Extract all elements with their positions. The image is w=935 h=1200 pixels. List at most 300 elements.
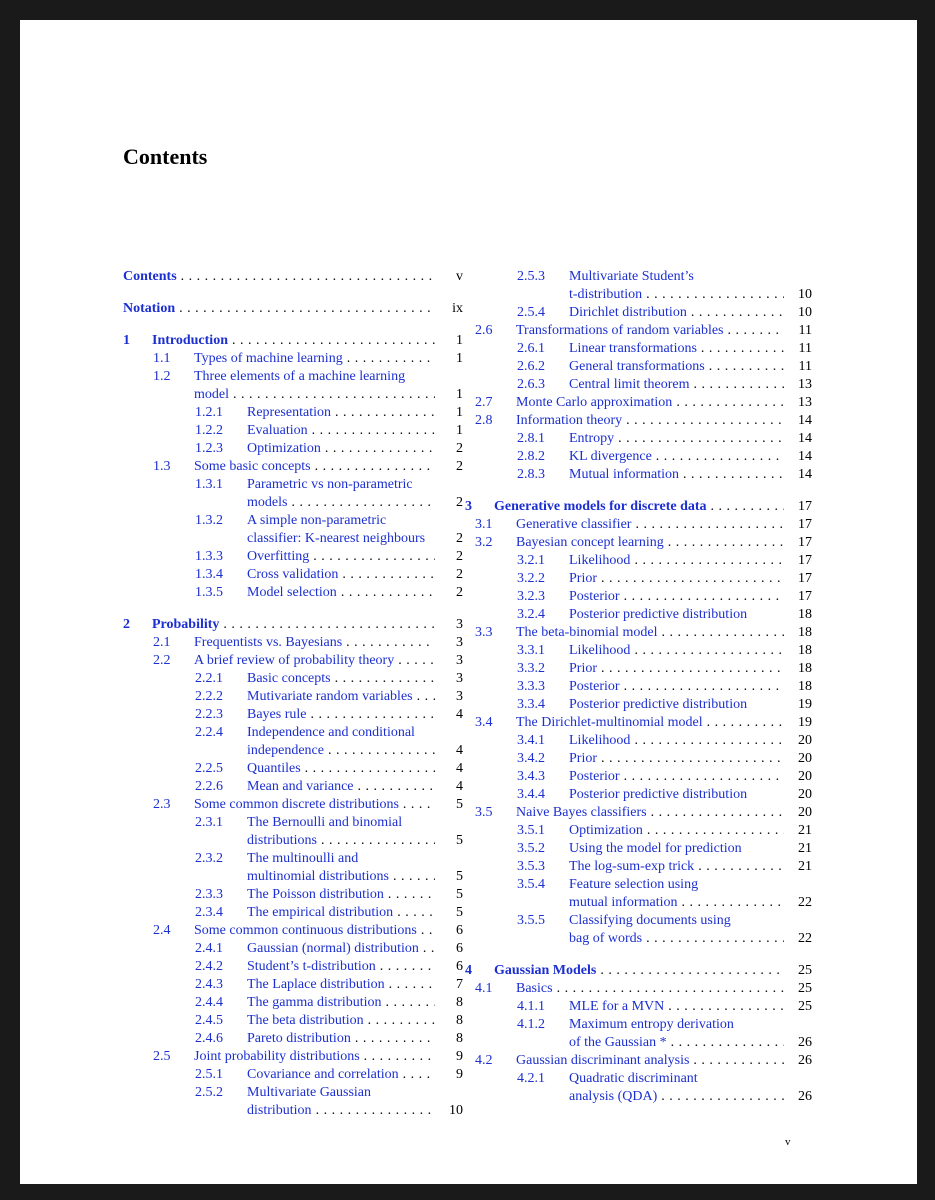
toc-entry-number: 2.8.2 <box>517 449 545 464</box>
toc-entry-number: 2.4.4 <box>195 995 223 1010</box>
toc-entry[interactable] <box>475 876 812 912</box>
toc-entry[interactable] <box>123 368 463 404</box>
toc-entry[interactable] <box>123 886 463 904</box>
toc-entry-page: 2 <box>456 495 463 510</box>
toc-entry-title: Transformations of random variables . . . <box>516 322 784 340</box>
toc-entry-number: 2.3 <box>153 797 171 812</box>
toc-entry-number: 4.2.1 <box>517 1071 545 1086</box>
toc-entry[interactable] <box>475 678 812 696</box>
toc-entry-title: A brief review of probability theory . . . <box>194 652 435 670</box>
toc-entry-number: 2.7 <box>475 395 493 410</box>
toc-entry-number: 3.5.2 <box>517 841 545 856</box>
toc-entry-title: t-distribution . . . <box>569 286 784 304</box>
toc-entry-title: Entropy . . . <box>569 430 784 448</box>
toc-entry-title: Likelihood . . . <box>569 552 784 570</box>
toc-entry-title: Covariance and correlation . . . <box>247 1066 435 1084</box>
toc-entry-number: 2.2.4 <box>195 725 223 740</box>
toc-entry-page: 20 <box>798 787 812 802</box>
toc-entry-page: 17 <box>798 553 812 568</box>
toc-entry-title: MLE for a MVN . . . <box>569 998 784 1016</box>
toc-entry[interactable] <box>123 904 463 922</box>
toc-entry[interactable] <box>475 412 812 430</box>
toc-entry-page: 3 <box>456 617 463 632</box>
toc-entry[interactable] <box>475 606 812 624</box>
toc-entry-page: 19 <box>798 697 812 712</box>
toc-entry-page: 10 <box>449 1103 463 1118</box>
toc-entry[interactable] <box>123 422 463 440</box>
toc-entry[interactable] <box>123 440 463 458</box>
toc-entry[interactable] <box>475 840 812 858</box>
toc-entry-title: Optimization . . . <box>569 822 784 840</box>
toc-entry-title: Likelihood . . . <box>569 732 784 750</box>
toc-entry-title: Some common continuous distributions . . . <box>194 922 435 940</box>
toc-entry-number: 3.5.1 <box>517 823 545 838</box>
toc-entry-page: 3 <box>456 653 463 668</box>
toc-entry-number: 3.3.1 <box>517 643 545 658</box>
toc-entry-title: models . . . <box>247 494 435 512</box>
toc-entry[interactable] <box>123 670 463 688</box>
toc-entry[interactable] <box>123 760 463 778</box>
toc-entry-title: Gaussian Models . . . <box>494 962 784 980</box>
toc-entry-page: 8 <box>456 995 463 1010</box>
toc-entry-number: 2.5.3 <box>517 269 545 284</box>
toc-entry-page: 18 <box>798 625 812 640</box>
toc-entry-page: 10 <box>798 287 812 302</box>
toc-entry[interactable] <box>475 322 812 340</box>
toc-entry-number: 2.2.2 <box>195 689 223 704</box>
toc-entry-number: 1.3.1 <box>195 477 223 492</box>
toc-entry-title-line1: Quadratic discriminant <box>569 1071 698 1086</box>
toc-entry[interactable] <box>475 588 812 606</box>
toc-entry-page: 14 <box>798 413 812 428</box>
toc-entry-number: 2.4.1 <box>195 941 223 956</box>
toc-entry[interactable] <box>123 458 463 476</box>
toc-entry-page: 2 <box>456 585 463 600</box>
toc-entry-page: 25 <box>798 963 812 978</box>
toc-entry-page: 18 <box>798 643 812 658</box>
toc-entry-title: Prior . . . <box>569 660 784 678</box>
toc-entry-title: The beta distribution . . . <box>247 1012 435 1030</box>
toc-entry-page: 13 <box>798 377 812 392</box>
toc-entry-page: 2 <box>456 567 463 582</box>
toc-entry-number: 2.4.5 <box>195 1013 223 1028</box>
toc-entry-page: 14 <box>798 449 812 464</box>
toc-entry-page: 5 <box>456 869 463 884</box>
toc-entry[interactable] <box>475 750 812 768</box>
toc-entry-page: 9 <box>456 1049 463 1064</box>
toc-entry-page: 14 <box>798 431 812 446</box>
toc-entry-title: Mutual information . . . <box>569 466 784 484</box>
toc-entry[interactable] <box>475 340 812 358</box>
toc-entry-title: distribution . . . <box>247 1102 435 1120</box>
toc-entry-page: 17 <box>798 517 812 532</box>
toc-entry[interactable] <box>123 850 463 886</box>
toc-entry-page: 21 <box>798 859 812 874</box>
toc-entry-title-line1: Multivariate Gaussian <box>247 1085 372 1100</box>
toc-entry-title: Frequentists vs. Bayesians . . . <box>194 634 435 652</box>
toc-entry-title-line1: The Bernoulli and binomial <box>247 815 403 830</box>
toc-entry-page: 26 <box>798 1035 812 1050</box>
toc-entry-number: 3.3.2 <box>517 661 545 676</box>
toc-entry-title: mutual information . . . <box>569 894 784 912</box>
toc-entry-title: Basic concepts . . . <box>247 670 435 688</box>
toc-entry[interactable] <box>123 922 463 940</box>
toc-entry-page: 11 <box>798 341 812 356</box>
toc-entry[interactable] <box>123 796 463 814</box>
toc-entry-page: 20 <box>798 769 812 784</box>
toc-entry[interactable] <box>475 448 812 466</box>
page-title: Contents <box>123 144 208 169</box>
toc-entry-number: 3.5.3 <box>517 859 545 874</box>
toc-entry-title: Overfitting . . . <box>247 548 435 566</box>
toc-entry-title: General transformations . . . <box>569 358 784 376</box>
toc-column-left <box>123 268 463 1120</box>
toc-entry-number: 2.4 <box>153 923 171 938</box>
toc-entry-number: 3.2.3 <box>517 589 545 604</box>
toc-entry-number: 2.6.3 <box>517 377 545 392</box>
toc-entry-page: 14 <box>798 467 812 482</box>
toc-entry-number: 2.3.2 <box>195 851 223 866</box>
toc-entry-number: 2.3.3 <box>195 887 223 902</box>
toc-entry-number: 1.2.2 <box>195 423 223 438</box>
toc-entry[interactable] <box>475 1016 812 1052</box>
toc-entry[interactable] <box>123 1030 463 1048</box>
toc-entry[interactable] <box>475 858 812 876</box>
toc-entry[interactable] <box>475 534 812 552</box>
toc-column-right <box>465 268 812 1106</box>
toc-entry[interactable] <box>123 778 463 796</box>
toc-entry[interactable] <box>475 998 812 1016</box>
toc-entry[interactable] <box>475 768 812 786</box>
toc-entry-page: 2 <box>456 441 463 456</box>
toc-entry-number: 3.4 <box>475 715 493 730</box>
toc-entry-number: 4.1.1 <box>517 999 545 1014</box>
toc-entry-title: Information theory . . . <box>516 412 784 430</box>
toc-entry[interactable] <box>123 706 463 724</box>
toc-entry-number: 3.3 <box>475 625 493 640</box>
toc-entry-number: 3.2.4 <box>517 607 545 622</box>
toc-entry[interactable] <box>123 566 463 584</box>
toc-entry-number: 3.4.1 <box>517 733 545 748</box>
toc-entry-title: Model selection . . . <box>247 584 435 602</box>
toc-entry-number: 2.1 <box>153 635 171 650</box>
toc-entry-title: Linear transformations . . . <box>569 340 784 358</box>
toc-entry[interactable] <box>123 584 463 602</box>
toc-entry-page: 4 <box>456 761 463 776</box>
toc-entry-number: 1.3.3 <box>195 549 223 564</box>
toc-entry[interactable] <box>475 642 812 660</box>
toc-entry[interactable] <box>123 548 463 566</box>
toc-entry[interactable] <box>475 466 812 484</box>
toc-entry-number: 2.4.2 <box>195 959 223 974</box>
toc-entry-page: 11 <box>798 323 812 338</box>
toc-entry-title: Prior . . . <box>569 570 784 588</box>
toc-entry[interactable] <box>123 688 463 706</box>
toc-entry[interactable] <box>123 1084 463 1120</box>
toc-entry-page: 1 <box>456 351 463 366</box>
toc-entry-title: Notation . . . <box>123 300 435 318</box>
toc-entry-number: 2.3.1 <box>195 815 223 830</box>
toc-entry-page: 17 <box>798 499 812 514</box>
toc-entry-page: 6 <box>456 941 463 956</box>
toc-entry-number: 4.1 <box>475 981 493 996</box>
toc-entry-title: Bayesian concept learning . . . <box>516 534 784 552</box>
toc-entry-title: Joint probability distributions . . . <box>194 1048 435 1066</box>
toc-entry[interactable] <box>475 980 812 998</box>
toc-entry[interactable] <box>475 268 812 304</box>
toc-entry[interactable] <box>475 358 812 376</box>
toc-entry-title: The log-sum-exp trick . . . <box>569 858 784 876</box>
toc-entry-title: Basics . . . <box>516 980 784 998</box>
toc-entry-number: 2.6 <box>475 323 493 338</box>
toc-entry-title: Posterior . . . <box>569 588 784 606</box>
toc-entry[interactable] <box>123 300 463 318</box>
toc-entry[interactable] <box>123 512 463 548</box>
toc-entry-title: Naive Bayes classifiers . . . <box>516 804 784 822</box>
toc-entry-page: 17 <box>798 571 812 586</box>
toc-entry-page: 17 <box>798 589 812 604</box>
toc-entry-number: 3.3.4 <box>517 697 545 712</box>
toc-entry-number: 2.5.1 <box>195 1067 223 1082</box>
toc-entry-page: 26 <box>798 1089 812 1104</box>
toc-entry[interactable] <box>475 822 812 840</box>
toc-entry-title: bag of words . . . <box>569 930 784 948</box>
toc-entry-title: Pareto distribution . . . <box>247 1030 435 1048</box>
toc-entry-page: 22 <box>798 931 812 946</box>
toc-entry-title: Evaluation . . . <box>247 422 435 440</box>
toc-entry[interactable] <box>123 940 463 958</box>
toc-entry[interactable] <box>475 1070 812 1106</box>
toc-entry[interactable] <box>123 976 463 994</box>
toc-entry-number: 3.3.3 <box>517 679 545 694</box>
toc-entry-title: Posterior predictive distribution <box>569 607 750 622</box>
toc-entry[interactable] <box>123 332 463 350</box>
toc-entry[interactable] <box>475 304 812 322</box>
toc-entry-page: v <box>456 269 463 284</box>
toc-entry[interactable] <box>475 394 812 412</box>
toc-entry-title: Probability . . . <box>152 616 435 634</box>
toc-entry-number: 2.6.1 <box>517 341 545 356</box>
toc-entry-number: 3.1 <box>475 517 493 532</box>
toc-entry-title: Dirichlet distribution . . . <box>569 304 784 322</box>
toc-entry-page: 6 <box>456 959 463 974</box>
toc-entry-page: 20 <box>798 733 812 748</box>
toc-entry-number: 1.2.1 <box>195 405 223 420</box>
toc-entry-number: 2.2.5 <box>195 761 223 776</box>
toc-entry-page: 4 <box>456 779 463 794</box>
toc-entry-page: 1 <box>456 423 463 438</box>
toc-entry-title: Using the model for prediction <box>569 841 745 856</box>
toc-entry-number: 1.3.5 <box>195 585 223 600</box>
toc-entry-title: of the Gaussian * . . . <box>569 1034 784 1052</box>
toc-entry-page: 18 <box>798 661 812 676</box>
toc-entry-title: Quantiles . . . <box>247 760 435 778</box>
toc-entry-page: 26 <box>798 1053 812 1068</box>
toc-entry-number: 1.3.2 <box>195 513 223 528</box>
toc-entry-title: Types of machine learning . . . <box>194 350 435 368</box>
toc-entry-page: 20 <box>798 751 812 766</box>
toc-entry-number: 4.1.2 <box>517 1017 545 1032</box>
toc-entry-title: distributions . . . <box>247 832 435 850</box>
toc-entry-page: 10 <box>798 305 812 320</box>
toc-entry-number: 3.2 <box>475 535 493 550</box>
toc-entry-title: Posterior . . . <box>569 768 784 786</box>
toc-entry-page: 3 <box>456 635 463 650</box>
toc-entry[interactable] <box>123 476 463 512</box>
toc-entry-page: 1 <box>456 333 463 348</box>
toc-entry-number: 2.3.4 <box>195 905 223 920</box>
toc-entry[interactable] <box>465 962 812 980</box>
toc-entry[interactable] <box>123 350 463 368</box>
toc-entry-page: 1 <box>456 387 463 402</box>
toc-entry-title: Mean and variance . . . <box>247 778 435 796</box>
toc-entry-page: 2 <box>456 531 463 546</box>
toc-entry-number: 1.2.3 <box>195 441 223 456</box>
toc-entry-page: 3 <box>456 689 463 704</box>
toc-entry[interactable] <box>475 624 812 642</box>
toc-entry-number: 2.8.3 <box>517 467 545 482</box>
toc-entry-title: The Dirichlet-multinomial model . . . <box>516 714 784 732</box>
toc-entry-title: Optimization . . . <box>247 440 435 458</box>
toc-entry-title-line1: Independence and conditional <box>247 725 415 740</box>
toc-entry[interactable] <box>475 732 812 750</box>
toc-entry-number: 2.8 <box>475 413 493 428</box>
toc-entry-page: 7 <box>456 977 463 992</box>
toc-entry[interactable] <box>123 268 463 286</box>
toc-entry-page: 5 <box>456 887 463 902</box>
toc-entry-page: 18 <box>798 607 812 622</box>
toc-entry-page: 8 <box>456 1031 463 1046</box>
toc-entry-title: The gamma distribution . . . <box>247 994 435 1012</box>
toc-entry-title: KL divergence . . . <box>569 448 784 466</box>
toc-entry-title: Some basic concepts . . . <box>194 458 435 476</box>
toc-entry[interactable] <box>123 814 463 850</box>
toc-entry[interactable] <box>475 696 812 714</box>
toc-entry-title: The Laplace distribution . . . <box>247 976 435 994</box>
toc-entry[interactable] <box>123 1012 463 1030</box>
toc-entry[interactable] <box>123 1048 463 1066</box>
toc-entry-number: 2.8.1 <box>517 431 545 446</box>
toc-entry-title: Posterior predictive distribution <box>569 697 750 712</box>
toc-entry-page: 2 <box>456 549 463 564</box>
toc-entry-title: Generative models for discrete data . . . <box>494 498 784 516</box>
toc-entry-page: 8 <box>456 1013 463 1028</box>
toc-entry[interactable] <box>123 1066 463 1084</box>
toc-entry-page: 13 <box>798 395 812 410</box>
toc-entry-title: Bayes rule . . . <box>247 706 435 724</box>
toc-entry-number: 1.3 <box>153 459 171 474</box>
toc-entry-page: 4 <box>456 743 463 758</box>
toc-entry[interactable] <box>475 660 812 678</box>
toc-entry[interactable] <box>123 404 463 422</box>
toc-entry-number: 3.4.3 <box>517 769 545 784</box>
toc-entry-page: ix <box>452 301 463 316</box>
toc-entry-page: 21 <box>798 841 812 856</box>
toc-entry-page: 2 <box>456 459 463 474</box>
toc-entry[interactable] <box>123 724 463 760</box>
toc-entry-number: 2.5.4 <box>517 305 545 320</box>
toc-entry-page: 5 <box>456 833 463 848</box>
toc-entry[interactable] <box>123 652 463 670</box>
toc-entry[interactable] <box>123 634 463 652</box>
toc-entry-number: 3.4.2 <box>517 751 545 766</box>
toc-entry-title: Introduction . . . <box>152 332 435 350</box>
toc-entry-title: Posterior predictive distribution <box>569 787 750 802</box>
toc-entry[interactable] <box>475 430 812 448</box>
toc-entry-page: 4 <box>456 707 463 722</box>
toc-entry-title: independence . . . <box>247 742 435 760</box>
toc-entry-title: Representation . . . <box>247 404 435 422</box>
toc-entry-number: 1.2 <box>153 369 171 384</box>
toc-entry-number: 2.4.6 <box>195 1031 223 1046</box>
toc-entry-title: Prior . . . <box>569 750 784 768</box>
toc-entry[interactable] <box>123 994 463 1012</box>
toc-entry-number: 2.4.3 <box>195 977 223 992</box>
toc-entry-title: The empirical distribution . . . <box>247 904 435 922</box>
toc-entry-number: 3.4.4 <box>517 787 545 802</box>
toc-entry[interactable] <box>475 714 812 732</box>
toc-entry-number: 2.6.2 <box>517 359 545 374</box>
toc-entry-number: 2.2 <box>153 653 171 668</box>
toc-entry[interactable] <box>123 616 463 634</box>
toc-entry-page: 3 <box>456 671 463 686</box>
toc-entry-number: 3.5 <box>475 805 493 820</box>
toc-entry-page: 21 <box>798 823 812 838</box>
toc-entry[interactable] <box>475 786 812 804</box>
toc-entry-title-line1: The multinoulli and <box>247 851 359 866</box>
toc-entry-page: 17 <box>798 535 812 550</box>
toc-entry-page: 22 <box>798 895 812 910</box>
toc-entry-title: classifier: K-nearest neighbours <box>247 531 428 546</box>
toc-entry-title: analysis (QDA) . . . <box>569 1088 784 1106</box>
toc-entry-title-line1: Three elements of a machine learning <box>194 369 406 384</box>
toc-entry-title: Posterior . . . <box>569 678 784 696</box>
toc-entry-title: Contents . . . <box>123 268 435 286</box>
toc-entry-page: 5 <box>456 797 463 812</box>
toc-entry[interactable] <box>475 570 812 588</box>
toc-entry-title: Generative classifier . . . <box>516 516 784 534</box>
toc-entry[interactable] <box>475 912 812 948</box>
toc-entry[interactable] <box>475 516 812 534</box>
toc-entry[interactable] <box>475 552 812 570</box>
toc-entry[interactable] <box>475 376 812 394</box>
toc-entry-title: Mutivariate random variables . . . <box>247 688 435 706</box>
toc-entry-title-line1: Parametric vs non-parametric <box>247 477 413 492</box>
toc-entry-page: 25 <box>798 999 812 1014</box>
toc-entry-page: 6 <box>456 923 463 938</box>
toc-entry-title: Gaussian (normal) distribution . . . <box>247 940 435 958</box>
toc-entry[interactable] <box>465 498 812 516</box>
toc-entry-page: 11 <box>798 359 812 374</box>
toc-entry-title: Some common discrete distributions . . . <box>194 796 435 814</box>
toc-entry-number: 1.3.4 <box>195 567 223 582</box>
toc-entry[interactable] <box>123 958 463 976</box>
toc-entry-title-line1: Multivariate Student’s <box>569 269 694 284</box>
page-number-footer: v <box>785 1136 791 1148</box>
toc-entry-title: Cross validation . . . <box>247 566 435 584</box>
toc-entry[interactable] <box>475 804 812 822</box>
toc-entry-title: Likelihood . . . <box>569 642 784 660</box>
toc-entry-page: 9 <box>456 1067 463 1082</box>
toc-entry-number: 4.2 <box>475 1053 493 1068</box>
toc-entry-title: Central limit theorem . . . <box>569 376 784 394</box>
toc-entry-page: 5 <box>456 905 463 920</box>
toc-entry-title: Gaussian discriminant analysis . . . <box>516 1052 784 1070</box>
toc-entry-number: 2 <box>123 617 130 632</box>
toc-entry-title: Student’s t-distribution . . . <box>247 958 435 976</box>
toc-entry-page: 25 <box>798 981 812 996</box>
toc-entry[interactable] <box>475 1052 812 1070</box>
